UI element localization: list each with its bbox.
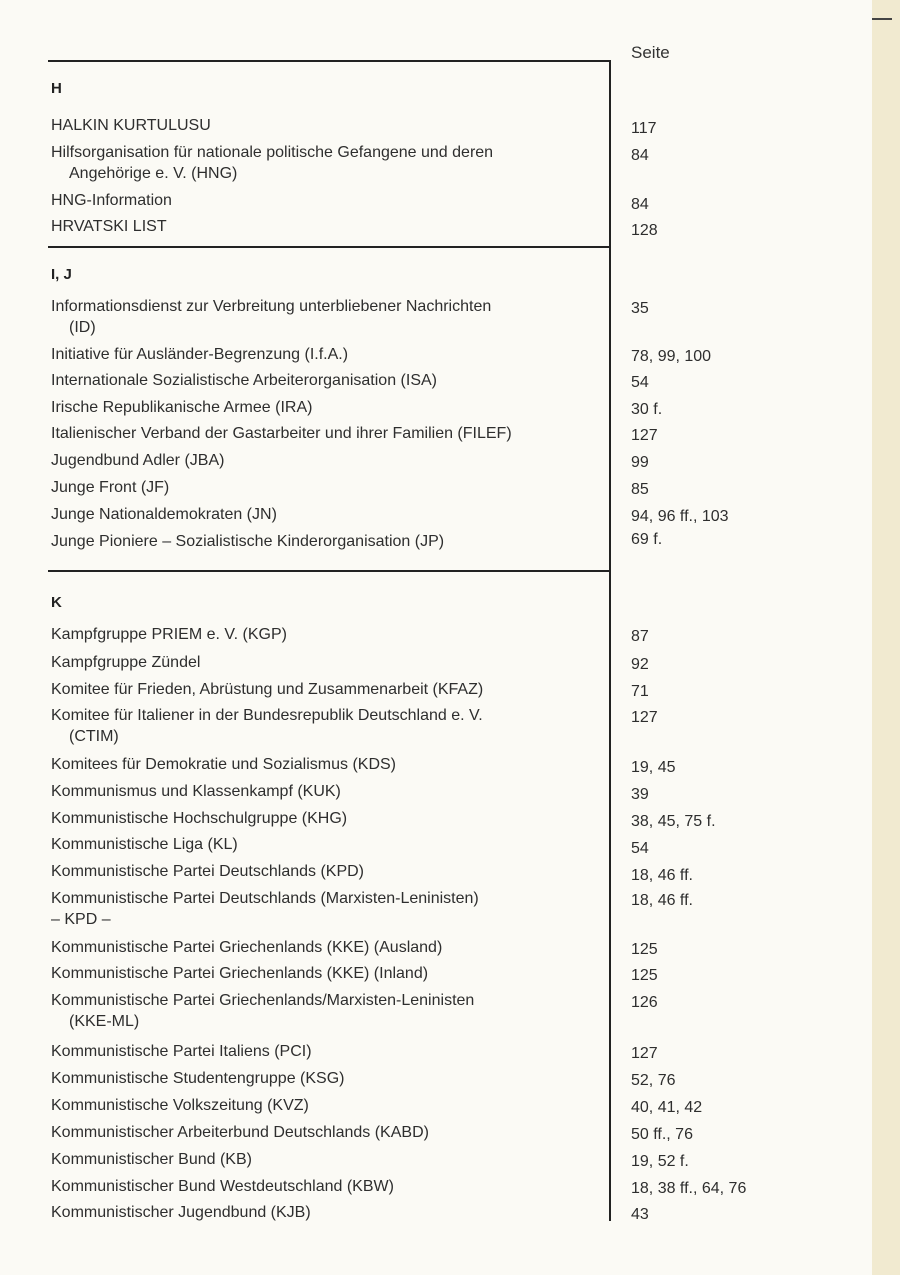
entry-name: Kommunistische Partei Italiens (PCI) bbox=[51, 1043, 312, 1060]
section-heading-ij: I, J bbox=[51, 266, 72, 283]
section-rule-ij bbox=[48, 246, 611, 248]
entry-name: Junge Nationaldemokraten (JN) bbox=[51, 506, 277, 523]
entry-pages: 127 bbox=[631, 427, 658, 444]
entry-name: Kommunistischer Bund Westdeutschland (KBW) bbox=[51, 1178, 394, 1195]
entry-name: Kommunistische Partei Griechenlands/Marxisten-Leninisten (KKE-ML) bbox=[51, 992, 475, 1030]
entry-name: Kommunistische Partei Deutschlands (Marxisten-Leninisten) – KPD – bbox=[51, 890, 479, 928]
entry-name: HRVATSKI LIST bbox=[51, 218, 167, 235]
entry-pages: 50 ff., 76 bbox=[631, 1126, 693, 1143]
entry-name: Komitees für Demokratie und Sozialismus (KDS) bbox=[51, 756, 397, 773]
entry-pages: 127 bbox=[631, 1045, 658, 1062]
entry-name: Internationale Sozialistische Arbeiterorganisation (ISA) bbox=[51, 372, 437, 389]
entry-name: Kommunismus und Klassenkampf (KUK) bbox=[51, 783, 341, 800]
entry-name: HALKIN KURTULUSU bbox=[51, 117, 211, 134]
entry-pages: 78, 99, 100 bbox=[631, 348, 712, 365]
entry-pages: 128 bbox=[631, 222, 658, 239]
entry-pages: 39 bbox=[631, 786, 649, 803]
entry-pages: 94, 96 ff., 103 bbox=[631, 508, 729, 525]
entry-name: Irische Republikanische Armee (IRA) bbox=[51, 399, 313, 416]
entry-name: Kampfgruppe Zündel bbox=[51, 654, 201, 671]
entry-pages: 92 bbox=[631, 656, 649, 673]
entry-pages: 54 bbox=[631, 374, 649, 391]
entry-pages: 30 f. bbox=[631, 401, 663, 418]
entry-pages: 87 bbox=[631, 628, 649, 645]
entry-pages: 117 bbox=[631, 120, 657, 137]
entry-name: Kommunistischer Jugendbund (KJB) bbox=[51, 1204, 311, 1221]
page-edge-mark bbox=[872, 18, 892, 20]
entry-pages: 71 bbox=[631, 683, 649, 700]
page-edge-strip bbox=[872, 0, 900, 1275]
entry-name: Kommunistische Studentengruppe (KSG) bbox=[51, 1070, 345, 1087]
entry-pages: 99 bbox=[631, 454, 649, 471]
entry-name: Komitee für Frieden, Abrüstung und Zusammenarbeit (KFAZ) bbox=[51, 681, 484, 698]
entry-pages: 126 bbox=[631, 994, 658, 1011]
entry-pages: 84 bbox=[631, 196, 649, 213]
section-rule-k bbox=[48, 570, 611, 572]
column-divider bbox=[609, 60, 611, 1221]
page-column-label: Seite bbox=[631, 43, 670, 62]
entry-pages: 43 bbox=[631, 1206, 649, 1223]
entry-name: HNG-Information bbox=[51, 192, 172, 209]
entry-name: Kommunistische Partei Griechenlands (KKE) (Ausland) bbox=[51, 939, 443, 956]
entry-name: Junge Front (JF) bbox=[51, 479, 170, 496]
entry-pages: 52, 76 bbox=[631, 1072, 676, 1089]
entry-pages: 54 bbox=[631, 840, 649, 857]
entry-name: Kampfgruppe PRIEM e. V. (KGP) bbox=[51, 626, 287, 643]
section-heading-k: K bbox=[51, 594, 62, 611]
section-rule-h bbox=[48, 60, 611, 62]
entry-pages: 40, 41, 42 bbox=[631, 1099, 703, 1116]
entry-pages: 84 bbox=[631, 147, 649, 164]
entry-name: Kommunistische Liga (KL) bbox=[51, 836, 238, 853]
entry-pages: 35 bbox=[631, 300, 649, 317]
entry-pages: 18, 46 ff. bbox=[631, 892, 693, 909]
entry-pages: 18, 46 ff. bbox=[631, 867, 693, 884]
section-heading-h: H bbox=[51, 80, 62, 97]
entry-pages: 127 bbox=[631, 709, 658, 726]
entry-name: Kommunistische Volkszeitung (KVZ) bbox=[51, 1097, 309, 1114]
entry-name: Kommunistische Partei Griechenlands (KKE) (Inland) bbox=[51, 965, 429, 982]
entry-pages: 19, 45 bbox=[631, 759, 676, 776]
entry-pages: 19, 52 f. bbox=[631, 1153, 689, 1170]
entry-name: Kommunistische Partei Deutschlands (KPD) bbox=[51, 863, 365, 880]
entry-name: Jugendbund Adler (JBA) bbox=[51, 452, 225, 469]
entry-name: Junge Pioniere – Sozialistische Kinderorganisation (JP) bbox=[51, 533, 445, 550]
entry-pages: 125 bbox=[631, 967, 658, 984]
entry-pages: 38, 45, 75 f. bbox=[631, 813, 716, 830]
entry-name: Kommunistischer Bund (KB) bbox=[51, 1151, 252, 1168]
entry-pages: 125 bbox=[631, 941, 658, 958]
entry-name: Informationsdienst zur Verbreitung unterbliebener Nachrichten (ID) bbox=[51, 298, 492, 336]
entry-name: Kommunistischer Arbeiterbund Deutschlands (KABD) bbox=[51, 1124, 429, 1141]
entry-name: Komitee für Italiener in der Bundesrepublik Deutschland e. V. (CTIM) bbox=[51, 707, 483, 745]
entry-name: Initiative für Ausländer-Begrenzung (I.f.A.) bbox=[51, 346, 349, 363]
entry-pages: 85 bbox=[631, 481, 649, 498]
entry-name: Kommunistische Hochschulgruppe (KHG) bbox=[51, 810, 348, 827]
entry-pages: 18, 38 ff., 64, 76 bbox=[631, 1180, 747, 1197]
entry-name: Italienischer Verband der Gastarbeiter und ihrer Familien (FILEF) bbox=[51, 425, 512, 442]
entry-pages: 69 f. bbox=[631, 531, 663, 548]
entry-name: Hilfsorganisation für nationale politische Gefangene und deren Angehörige e. V. (HNG) bbox=[51, 144, 494, 182]
